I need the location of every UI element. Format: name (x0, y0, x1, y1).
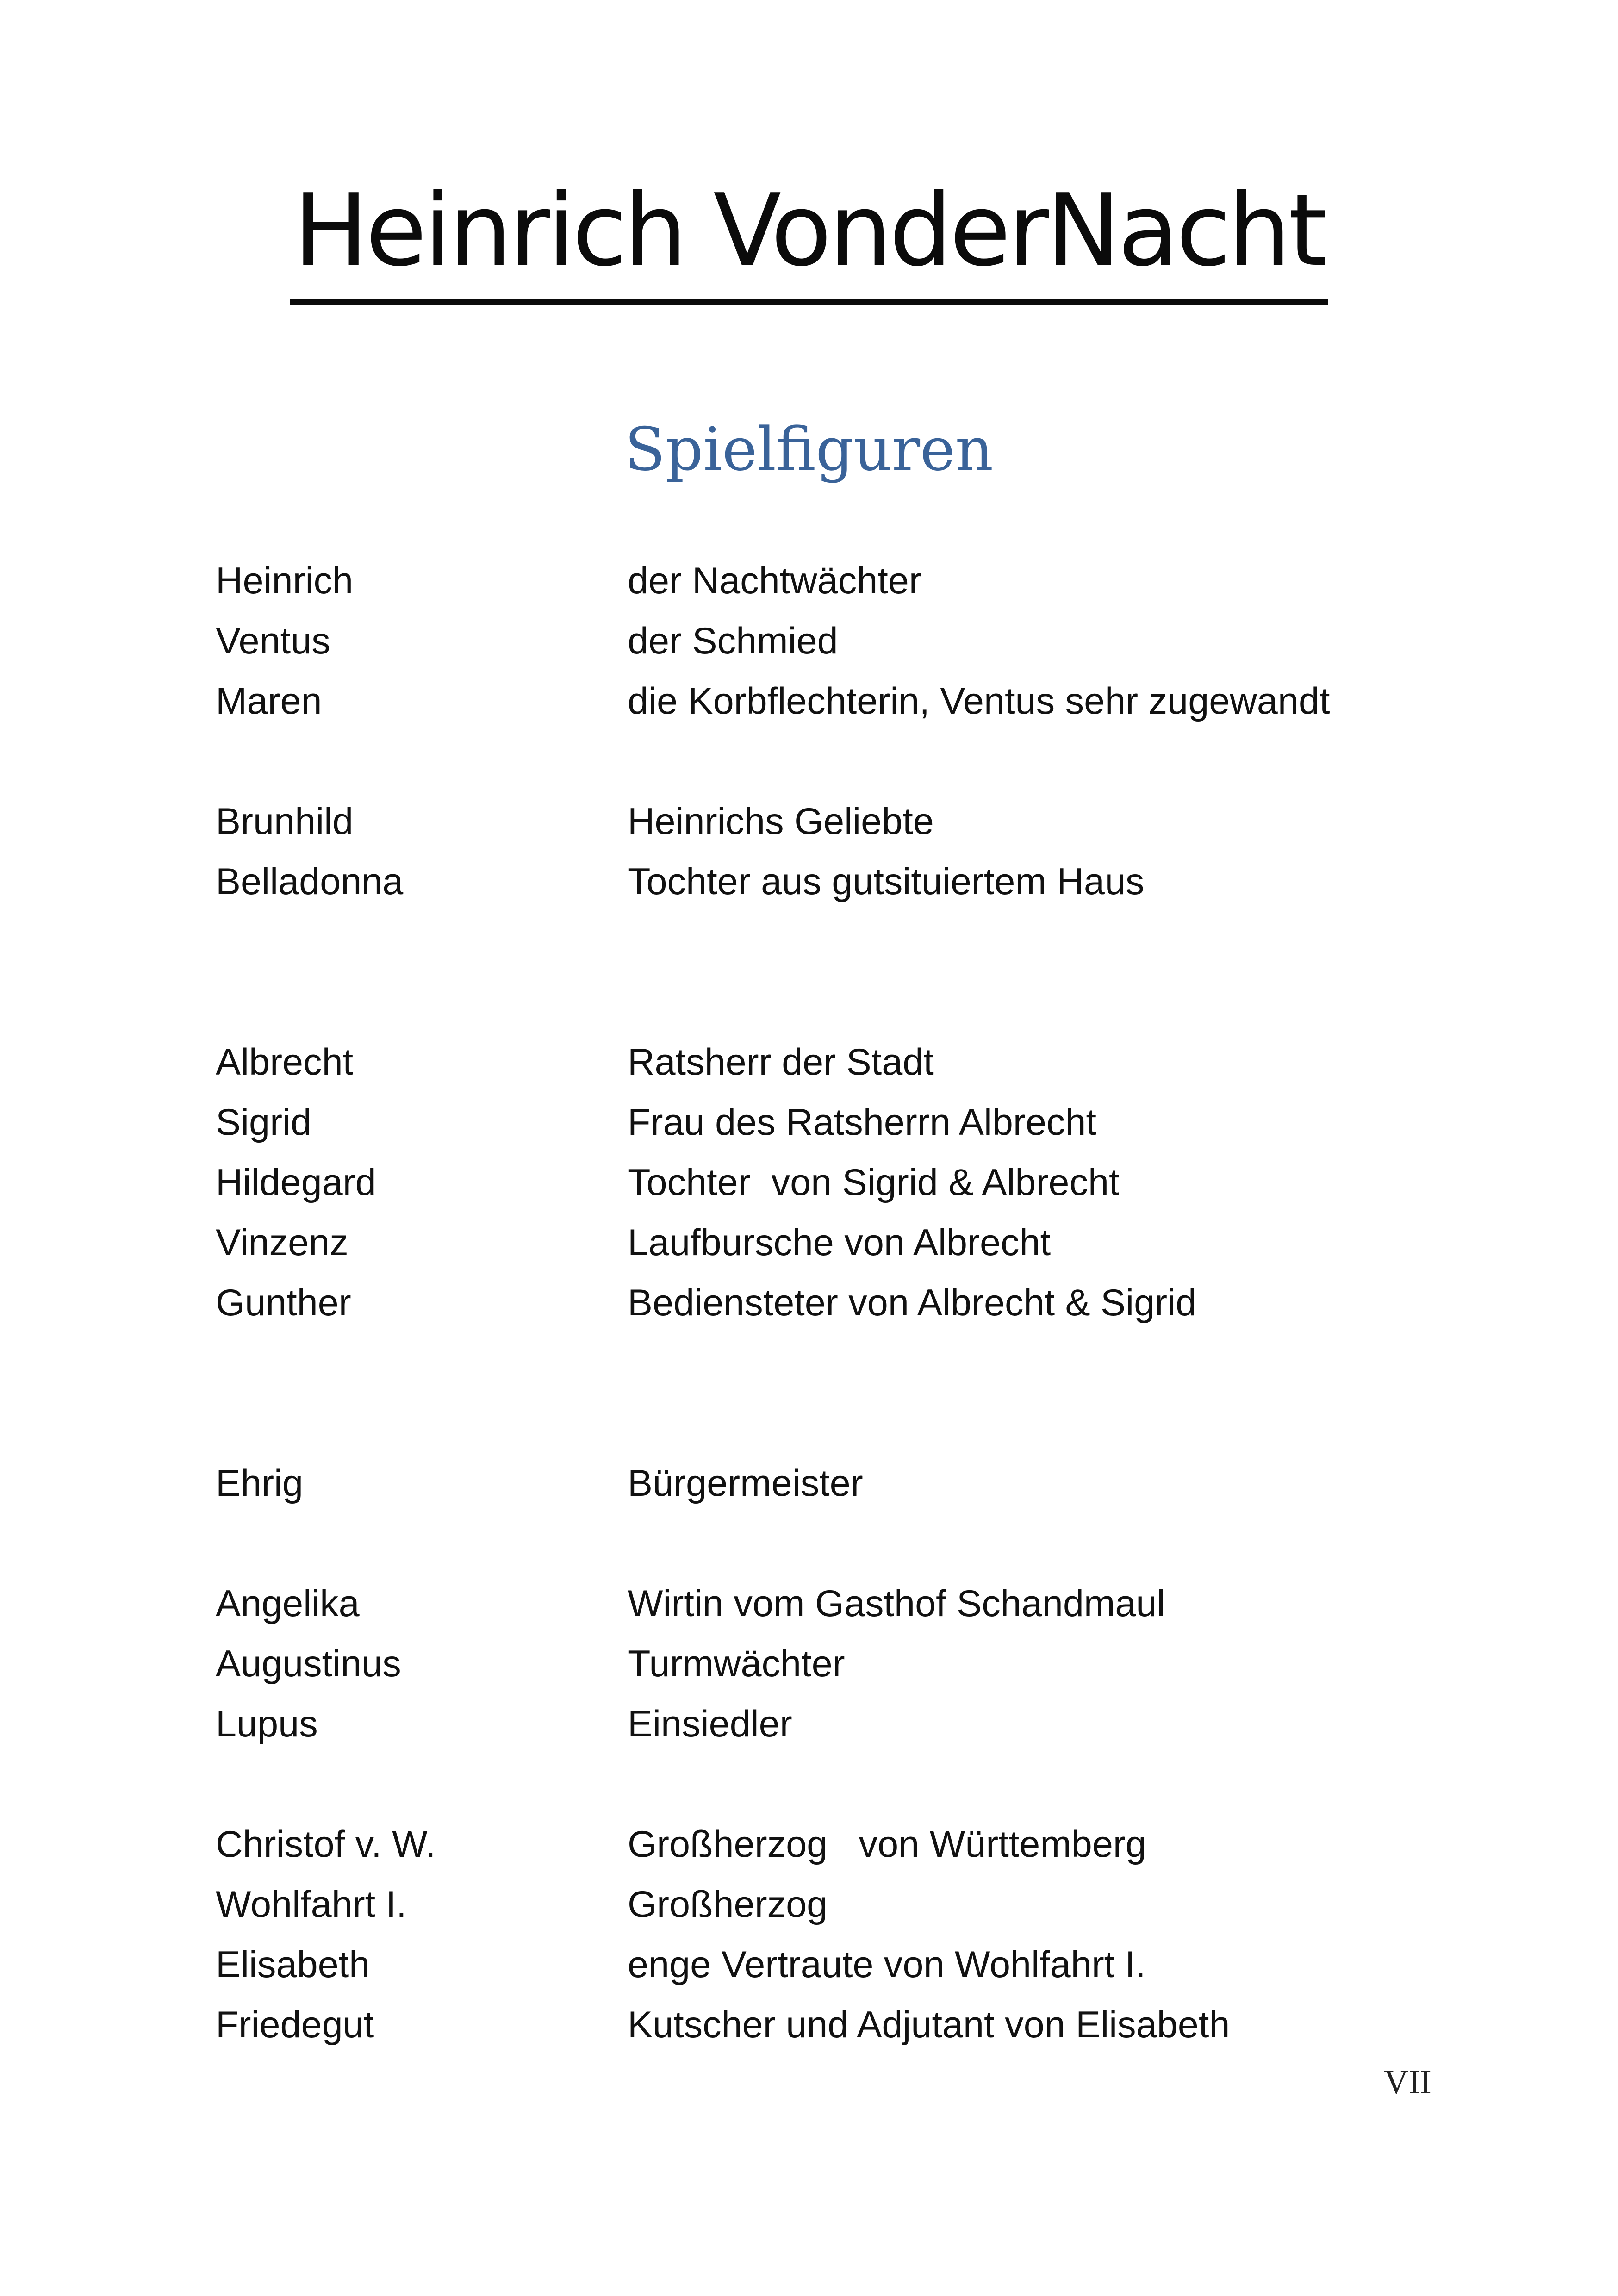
cast-name: Brunhild (216, 800, 354, 842)
cast-name: Sigrid (216, 1101, 312, 1143)
cast-description: der Nachtwächter (628, 560, 921, 602)
cast-name: Albrecht (216, 1041, 354, 1083)
cast-name: Heinrich (216, 560, 354, 602)
cast-description: Wirtin vom Gasthof Schandmaul (628, 1582, 1165, 1624)
cast-name: Elisabeth (216, 1943, 370, 1985)
cast-description: Bediensteter von Albrecht & Sigrid (628, 1282, 1197, 1324)
cast-description: enge Vertraute von Wohlfahrt I. (628, 1943, 1146, 1985)
cast-row (216, 852, 1442, 912)
cast-description: Großherzog (628, 1883, 828, 1925)
cast-description: Einsiedler (628, 1703, 792, 1745)
cast-description: Laufbursche von Albrecht (628, 1221, 1051, 1263)
cast-row (216, 1574, 1442, 1634)
cast-row (216, 551, 1442, 611)
cast-name: Ehrig (216, 1462, 304, 1504)
cast-row (216, 1092, 1442, 1152)
page-title-text: Heinrich VonderNacht (290, 172, 1328, 305)
cast-description: die Korbflechterin, Ventus sehr zugewandt (628, 680, 1330, 722)
cast-list (216, 551, 1442, 2055)
page-title (0, 172, 1618, 288)
cast-name: Maren (216, 680, 322, 722)
cast-row (216, 1874, 1442, 1935)
cast-name: Lupus (216, 1703, 318, 1745)
cast-description: der Schmied (628, 620, 838, 662)
group-spacer (216, 1754, 1442, 1814)
cast-row (216, 1935, 1442, 1995)
cast-name: Friedegut (216, 2004, 374, 2046)
cast-name: Belladonna (216, 860, 404, 902)
group-spacer (216, 731, 1442, 791)
cast-description: Großherzog von Württemberg (628, 1823, 1146, 1865)
group-spacer (216, 1333, 1442, 1453)
cast-name: Ventus (216, 620, 330, 662)
cast-row (216, 1814, 1442, 1874)
group-spacer (216, 1513, 1442, 1574)
cast-description: Tochter von Sigrid & Albrecht (628, 1161, 1120, 1203)
cast-row (216, 1152, 1442, 1213)
cast-description: Heinrichs Geliebte (628, 800, 934, 842)
cast-row (216, 1453, 1442, 1513)
cast-row (216, 1273, 1442, 1333)
section-heading: Spielfiguren (624, 415, 994, 484)
cast-row (216, 1694, 1442, 1754)
cast-name: Hildegard (216, 1161, 376, 1203)
cast-row (216, 671, 1442, 731)
cast-name: Augustinus (216, 1643, 401, 1685)
cast-description: Kutscher und Adjutant von Elisabeth (628, 2004, 1230, 2046)
cast-description: Tochter aus gutsituiertem Haus (628, 860, 1145, 902)
cast-description: Frau des Ratsherrn Albrecht (628, 1101, 1096, 1143)
cast-name: Gunther (216, 1282, 351, 1324)
cast-row (216, 1032, 1442, 1092)
cast-name: Christof v. W. (216, 1823, 436, 1865)
cast-row (216, 611, 1442, 671)
cast-name: Angelika (216, 1582, 360, 1624)
cast-description: Turmwächter (628, 1643, 845, 1685)
cast-row (216, 1634, 1442, 1694)
group-spacer (216, 912, 1442, 1032)
page-number: VII (1384, 2063, 1431, 2101)
cast-name: Wohlfahrt I. (216, 1883, 407, 1925)
cast-row (216, 1213, 1442, 1273)
cast-row (216, 1995, 1442, 2055)
cast-description: Bürgermeister (628, 1462, 863, 1504)
cast-name: Vinzenz (216, 1221, 348, 1263)
cast-description: Ratsherr der Stadt (628, 1041, 934, 1083)
cast-row (216, 791, 1442, 852)
